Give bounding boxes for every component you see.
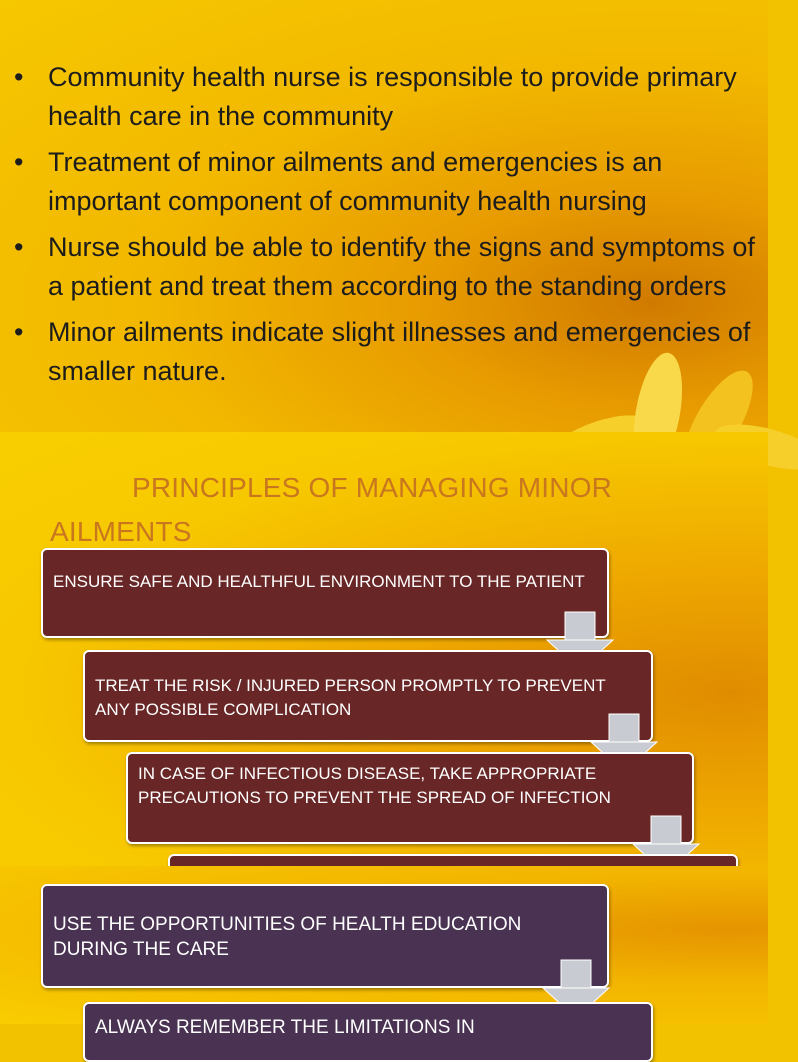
bullet-item	[14, 228, 774, 305]
step-text: ENSURE SAFE AND HEALTHFUL ENVIRONMENT TO THE PATIENT	[53, 572, 585, 591]
step-text: TREAT THE RISK / INJURED PERSON PROMPTLY TO PREVENT ANY POSSIBLE COMPLICATION	[95, 676, 606, 719]
bullet-dot: •	[14, 317, 24, 347]
step-box	[41, 548, 609, 638]
bullet-text: Treatment of minor ailments and emergencies is an important component of community health nursing	[48, 147, 663, 216]
bullet-text: Nurse should be able to identify the signs and symptoms of a patient and treat them according to the standing orders	[48, 232, 755, 301]
step-text: ALWAYS REMEMBER THE LIMITATIONS IN	[95, 1017, 475, 1038]
bullet-list	[14, 58, 774, 398]
bullet-text: Community health nurse is responsible to provide primary health care in the community	[48, 62, 737, 131]
bullet-item	[14, 143, 774, 220]
bullet-dot: •	[14, 62, 24, 92]
bullet-item	[14, 313, 774, 390]
step-box	[41, 884, 609, 988]
slide-title-line2: AILMENTS	[50, 516, 192, 547]
step-box	[126, 752, 694, 844]
bullet-item	[14, 58, 774, 135]
step-box	[83, 650, 653, 742]
step-text: IN CASE OF INFECTIOUS DISEASE, TAKE APPROPRIATE PRECAUTIONS TO PREVENT THE SPREAD OF INFECTION	[138, 764, 611, 807]
slide-intro	[0, 0, 768, 432]
step-box	[83, 1002, 653, 1062]
bullet-dot: •	[14, 147, 24, 177]
step-text: USE THE OPPORTUNITIES OF HEALTH EDUCATION DURING THE CARE	[53, 914, 522, 960]
bullet-dot: •	[14, 232, 24, 262]
slide-principles-continued	[0, 866, 768, 1038]
slide-title-line1: PRINCIPLES OF MANAGING MINOR	[132, 472, 613, 503]
bullet-text: Minor ailments indicate slight illnesses and emergencies of smaller nature.	[48, 317, 751, 386]
slide-principles	[0, 432, 768, 866]
